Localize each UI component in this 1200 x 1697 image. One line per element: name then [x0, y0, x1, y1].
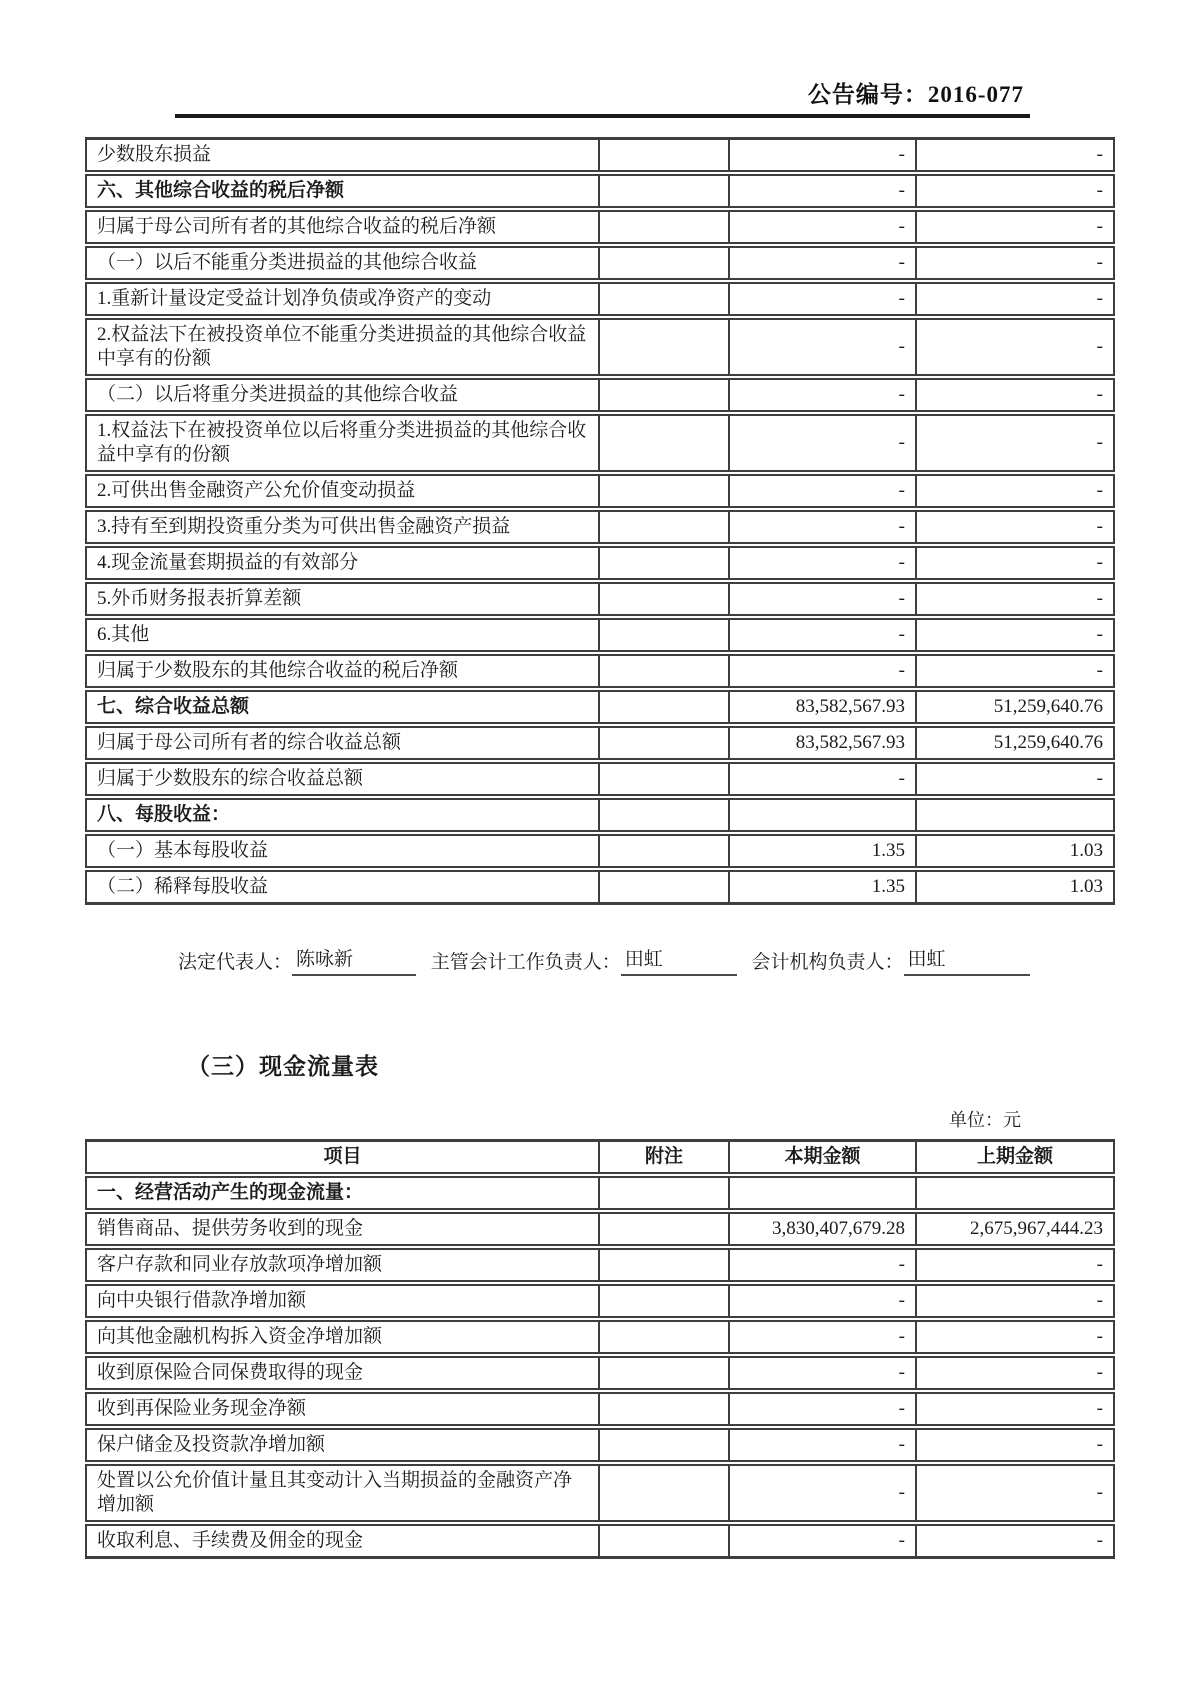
item-cell: 2.可供出售金融资产公允价值变动损益 [86, 473, 599, 509]
current-period-cell: - [729, 1319, 916, 1355]
table-row [86, 377, 1114, 413]
accounting-org-label: 会计机构负责人： [751, 952, 904, 973]
announcement-number: 公告编号：2016-077 [807, 82, 1024, 107]
note-cell [599, 653, 729, 689]
current-period-cell: - [729, 581, 916, 617]
current-period-cell: - [729, 1283, 916, 1319]
note-cell [599, 869, 729, 904]
item-cell: （二）稀释每股收益 [86, 869, 599, 904]
note-cell [599, 1211, 729, 1247]
section-title: （三）现金流量表 [187, 1054, 379, 1079]
header-rule [175, 114, 1030, 118]
current-period-cell: - [729, 1355, 916, 1391]
prior-period-cell: - [916, 617, 1114, 653]
prior-period-cell: - [916, 209, 1114, 245]
current-period-cell: - [729, 139, 916, 174]
current-period-cell: - [729, 173, 916, 209]
table-row [86, 1523, 1114, 1558]
item-cell: （一）基本每股收益 [86, 833, 599, 869]
current-period-cell: - [729, 545, 916, 581]
item-cell: 向其他金融机构拆入资金净增加额 [86, 1319, 599, 1355]
prior-period-cell: - [916, 413, 1114, 473]
table-row [86, 689, 1114, 725]
prior-period-cell: - [916, 1427, 1114, 1463]
item-cell: 1.权益法下在被投资单位以后将重分类进损益的其他综合收益中享有的份额 [86, 413, 599, 473]
current-period-cell [729, 1175, 916, 1211]
item-cell: （二）以后将重分类进损益的其他综合收益 [86, 377, 599, 413]
prior-period-cell: - [916, 1355, 1114, 1391]
table-row [86, 1427, 1114, 1463]
column-header-prior-period: 上期金额 [916, 1141, 1114, 1176]
table-row [86, 545, 1114, 581]
table-row [86, 653, 1114, 689]
note-cell [599, 689, 729, 725]
prior-period-cell [916, 1175, 1114, 1211]
table-row [86, 1463, 1114, 1523]
current-period-cell: 83,582,567.93 [729, 689, 916, 725]
income-statement-table [85, 137, 1115, 905]
item-cell: 4.现金流量套期损益的有效部分 [86, 545, 599, 581]
table-row [86, 473, 1114, 509]
current-period-cell: 3,830,407,679.28 [729, 1211, 916, 1247]
cash-flow-table [85, 1139, 1115, 1559]
table-row [86, 1247, 1114, 1283]
prior-period-cell: - [916, 1391, 1114, 1427]
item-cell: 6.其他 [86, 617, 599, 653]
accounting-org-group [751, 949, 1030, 973]
note-cell [599, 281, 729, 317]
prior-period-cell: - [916, 509, 1114, 545]
note-cell [599, 413, 729, 473]
current-period-cell: - [729, 1391, 916, 1427]
note-cell [599, 1523, 729, 1558]
legal-representative-group [178, 949, 416, 973]
table-row [86, 725, 1114, 761]
note-cell [599, 509, 729, 545]
prior-period-cell: 1.03 [916, 833, 1114, 869]
table-row [86, 1355, 1114, 1391]
note-cell [599, 245, 729, 281]
table-row [86, 833, 1114, 869]
table-row [86, 1391, 1114, 1427]
current-period-cell: - [729, 1463, 916, 1523]
item-cell: 向中央银行借款净增加额 [86, 1283, 599, 1319]
prior-period-cell: - [916, 281, 1114, 317]
cash-flow-header-row [86, 1141, 1114, 1176]
legal-representative-name: 陈咏新 [292, 947, 416, 976]
current-period-cell: - [729, 377, 916, 413]
item-cell: 处置以公允价值计量且其变动计入当期损益的金融资产净增加额 [86, 1463, 599, 1523]
current-period-cell: - [729, 653, 916, 689]
table-row [86, 1175, 1114, 1211]
note-cell [599, 617, 729, 653]
note-cell [599, 797, 729, 833]
table-row [86, 797, 1114, 833]
unit-label: 单位：元 [949, 1110, 1021, 1130]
current-period-cell: - [729, 617, 916, 653]
note-cell [599, 833, 729, 869]
table-row [86, 1211, 1114, 1247]
current-period-cell: 1.35 [729, 833, 916, 869]
current-period-cell: - [729, 1427, 916, 1463]
item-cell: 归属于母公司所有者的综合收益总额 [86, 725, 599, 761]
current-period-cell: - [729, 473, 916, 509]
item-cell: 八、每股收益： [86, 797, 599, 833]
table-row [86, 317, 1114, 377]
column-header-current-period: 本期金额 [729, 1141, 916, 1176]
note-cell [599, 209, 729, 245]
note-cell [599, 1391, 729, 1427]
note-cell [599, 725, 729, 761]
note-cell [599, 1463, 729, 1523]
current-period-cell: - [729, 413, 916, 473]
accounting-org-name: 田虹 [904, 947, 1030, 976]
item-cell: 5.外币财务报表折算差额 [86, 581, 599, 617]
prior-period-cell: - [916, 581, 1114, 617]
item-cell: 收取利息、手续费及佣金的现金 [86, 1523, 599, 1558]
current-period-cell: 1.35 [729, 869, 916, 904]
item-cell: 收到再保险业务现金净额 [86, 1391, 599, 1427]
prior-period-cell: - [916, 377, 1114, 413]
current-period-cell: - [729, 317, 916, 377]
note-cell [599, 545, 729, 581]
table-row [86, 209, 1114, 245]
item-cell: 销售商品、提供劳务收到的现金 [86, 1211, 599, 1247]
item-cell: 少数股东损益 [86, 139, 599, 174]
prior-period-cell: - [916, 317, 1114, 377]
table-row [86, 1283, 1114, 1319]
prior-period-cell: - [916, 245, 1114, 281]
current-period-cell: - [729, 1247, 916, 1283]
item-cell: （一）以后不能重分类进损益的其他综合收益 [86, 245, 599, 281]
legal-representative-label: 法定代表人： [178, 952, 293, 973]
note-cell [599, 1319, 729, 1355]
current-period-cell: 83,582,567.93 [729, 725, 916, 761]
current-period-cell [729, 797, 916, 833]
item-cell: 归属于少数股东的其他综合收益的税后净额 [86, 653, 599, 689]
table-row [86, 173, 1114, 209]
item-cell: 一、经营活动产生的现金流量： [86, 1175, 599, 1211]
table-row [86, 1319, 1114, 1355]
prior-period-cell: - [916, 1283, 1114, 1319]
note-cell [599, 1355, 729, 1391]
table-row [86, 869, 1114, 904]
item-cell: 1.重新计量设定受益计划净负债或净资产的变动 [86, 281, 599, 317]
item-cell: 七、综合收益总额 [86, 689, 599, 725]
chief-accountant-name: 田虹 [621, 947, 737, 976]
chief-accountant-group [430, 949, 737, 973]
note-cell [599, 473, 729, 509]
prior-period-cell: 1.03 [1069, 876, 1103, 897]
item-cell: 归属于母公司所有者的其他综合收益的税后净额 [86, 209, 599, 245]
prior-period-cell: 51,259,640.76 [916, 689, 1114, 725]
chief-accountant-label: 主管会计工作负责人： [430, 952, 621, 973]
note-cell [599, 377, 729, 413]
item-cell: 2.权益法下在被投资单位不能重分类进损益的其他综合收益中享有的份额 [86, 317, 599, 377]
prior-period-cell: - [916, 473, 1114, 509]
prior-period-cell: - [916, 545, 1114, 581]
table-row [86, 761, 1114, 797]
table-row [86, 281, 1114, 317]
table-row [86, 139, 1114, 174]
prior-period-cell [916, 797, 1114, 833]
table-row [86, 509, 1114, 545]
prior-period-cell: - [916, 1463, 1114, 1523]
current-period-cell: - [729, 245, 916, 281]
table-row [86, 581, 1114, 617]
note-cell [599, 1247, 729, 1283]
current-period-cell: - [729, 761, 916, 797]
current-period-cell: - [729, 1523, 916, 1558]
note-cell [599, 317, 729, 377]
item-cell: 保户储金及投资款净增加额 [86, 1427, 599, 1463]
prior-period-cell: - [916, 653, 1114, 689]
prior-period-cell: 2,675,967,444.23 [916, 1211, 1114, 1247]
item-cell: 客户存款和同业存放款项净增加额 [86, 1247, 599, 1283]
item-cell: 3.持有至到期投资重分类为可供出售金融资产损益 [86, 509, 599, 545]
item-cell: 归属于少数股东的综合收益总额 [86, 761, 599, 797]
prior-period-cell: - [916, 1247, 1114, 1283]
note-cell [599, 1175, 729, 1211]
current-period-cell: - [729, 509, 916, 545]
item-cell: 六、其他综合收益的税后净额 [86, 173, 599, 209]
prior-period-cell: - [1096, 1530, 1103, 1551]
signature-line [178, 947, 1040, 976]
table-row [86, 245, 1114, 281]
note-cell [599, 581, 729, 617]
item-cell: 收到原保险合同保费取得的现金 [86, 1355, 599, 1391]
note-cell [599, 139, 729, 174]
note-cell [599, 173, 729, 209]
current-period-cell: - [729, 281, 916, 317]
note-cell [599, 1427, 729, 1463]
prior-period-cell: - [916, 1319, 1114, 1355]
prior-period-cell: - [916, 761, 1114, 797]
prior-period-cell: - [916, 139, 1114, 174]
note-cell [599, 1283, 729, 1319]
table-row [86, 617, 1114, 653]
table-row [86, 413, 1114, 473]
column-header-item: 项目 [86, 1141, 599, 1176]
prior-period-cell: 51,259,640.76 [916, 725, 1114, 761]
column-header-note: 附注 [599, 1141, 729, 1176]
note-cell [599, 761, 729, 797]
prior-period-cell: - [916, 173, 1114, 209]
current-period-cell: - [729, 209, 916, 245]
